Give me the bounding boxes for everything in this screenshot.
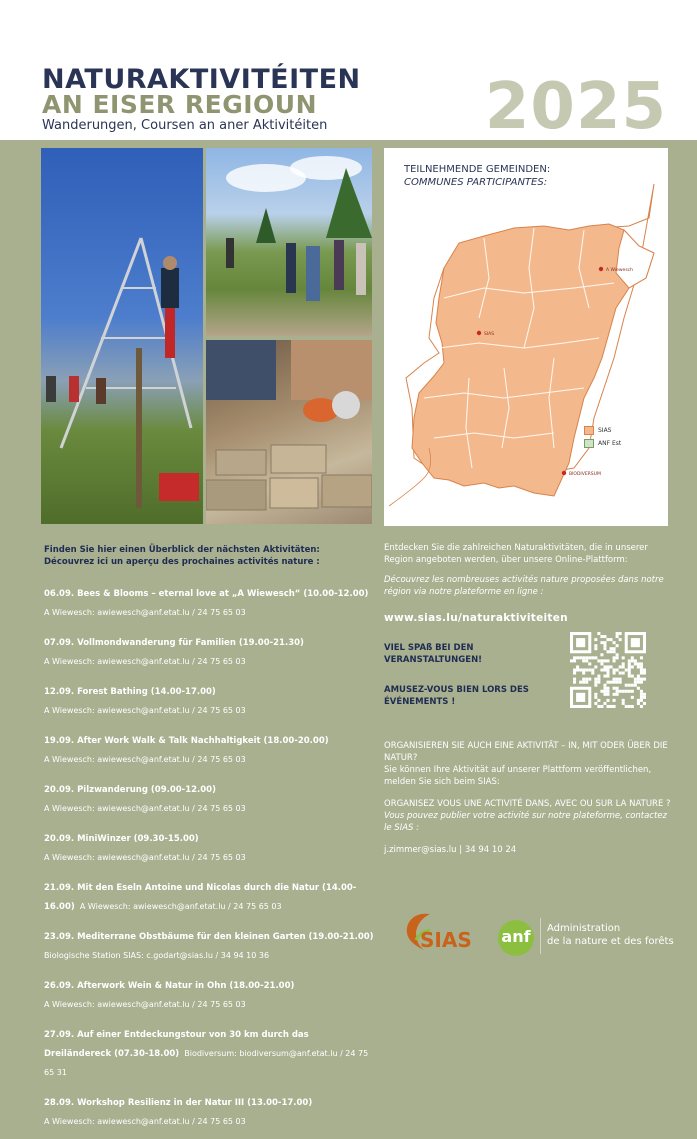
event-title: 12.09. Forest Bathing (14.00-17.00) xyxy=(44,687,216,697)
map-legend xyxy=(584,426,621,452)
event-title: 26.09. Afterwork Wein & Natur in Ohn (18.00-21.00) xyxy=(44,981,295,991)
region-map xyxy=(384,148,668,526)
legend-item-sias: SIAS xyxy=(584,426,621,435)
event-contact: A Wiewesch: awiewesch@anf.etat.lu / 24 75 65 03 xyxy=(44,657,246,666)
event-title: 23.09. Mediterrane Obstbäume für den kleinen Garten (19.00-21.00) xyxy=(44,932,374,942)
map-label-sias: SIAS xyxy=(484,332,495,337)
year: 2025 xyxy=(484,70,667,144)
event-contact: Biodiversum: biodiversum@anf.etat.lu / 24 75 65 31 xyxy=(44,1049,369,1077)
event-title: 19.09. After Work Walk & Talk Nachhaltigkeit (18.00-20.00) xyxy=(44,736,329,746)
event-contact: A Wiewesch: awiewesch@anf.etat.lu / 24 75 65 03 xyxy=(44,804,246,813)
org-fr-text: Vous pouvez publier votre activité sur notre plateforme, contactez le SIAS : xyxy=(384,811,667,833)
intro-de-text: Entdecken Sie die zahlreichen Naturaktivitäten, die in unserer Region angeboten werden, über unsere Online-Plattform: xyxy=(384,543,648,565)
event-list xyxy=(44,581,374,1128)
event-item xyxy=(44,679,374,717)
event-contact: A Wiewesch: awiewesch@anf.etat.lu / 24 75 65 03 xyxy=(44,1000,246,1009)
photo-stone-wall xyxy=(206,340,372,524)
event-item xyxy=(44,728,374,766)
anf-name: Administration de la nature et des forêts xyxy=(547,923,674,947)
event-title: 27.09. Auf einer Entdeckungstour von 30 km durch das Dreiländereck (07.30-18.00) xyxy=(44,1030,309,1059)
header xyxy=(0,0,697,144)
qr-code[interactable] xyxy=(570,632,646,708)
event-item xyxy=(44,826,374,864)
fun-fr: AMUSEZ-VOUS BIEN LORS DES ÉVÉNEMENTS ! xyxy=(384,685,529,707)
event-contact: A Wiewesch: awiewesch@anf.etat.lu / 24 75 65 03 xyxy=(44,1117,246,1126)
org-de-text: Sie können Ihre Aktivität auf unserer Plattform veröffentlichen, melden Sie sich beim SIAS: xyxy=(384,765,652,787)
intro-fr-text: Découvrez les nombreuses activités nature proposées dans notre région via notre plateforme en ligne : xyxy=(384,575,664,597)
event-item xyxy=(44,875,374,913)
event-item xyxy=(44,1090,374,1128)
subtitle: Wanderungen, Coursen an aner Aktivitéiten xyxy=(42,118,328,133)
event-title: 28.09. Workshop Resilienz in der Natur III (13.00-17.00) xyxy=(44,1098,313,1108)
legend-item-anf: ANF Est xyxy=(584,439,621,448)
anf-logo: anf xyxy=(498,920,534,956)
photo-tree-pruning xyxy=(41,148,203,524)
map-label-biodiversum: BIODIVERSUM xyxy=(569,472,601,477)
event-item xyxy=(44,1022,374,1079)
map-title-de: TEILNEHMENDE GEMEINDEN: xyxy=(404,164,551,175)
events-column xyxy=(44,544,374,1139)
event-title: 20.09. MiniWinzer (09.30-15.00) xyxy=(44,834,199,844)
event-contact: A Wiewesch: awiewesch@anf.etat.lu / 24 75 65 03 xyxy=(44,706,246,715)
title-line2: AN EISER REGIOUN xyxy=(42,90,318,119)
event-title: 20.09. Pilzwanderung (09.00-12.00) xyxy=(44,785,216,795)
sias-logo: SIAS xyxy=(420,928,472,952)
title-line1: NATURAKTIVITÉITEN xyxy=(42,64,361,95)
organize-section xyxy=(384,740,674,856)
event-item xyxy=(44,630,374,668)
event-item xyxy=(44,581,374,619)
event-item xyxy=(44,924,374,962)
fun-de: VIEL SPAß BEI DEN VERANSTALTUNGEN! xyxy=(384,643,483,665)
org-de-title: ORGANISIEREN SIE AUCH EINE AKTIVITÄT – IN, MIT ODER ÜBER DIE NATUR? xyxy=(384,741,668,763)
event-contact: A Wiewesch: awiewesch@anf.etat.lu / 24 75 65 03 xyxy=(44,608,246,617)
event-title: 21.09. Mit den Eseln Antoine und Nicolas durch die Natur (14.00-16.00) xyxy=(44,883,357,912)
map-panel xyxy=(384,148,668,526)
event-contact: Biologische Station SIAS: c.godart@sias.lu / 34 94 10 36 xyxy=(44,951,270,960)
event-title: 06.09. Bees & Blooms – eternal love at „A Wiewesch“ (10.00-12.00) xyxy=(44,589,369,599)
event-contact: A Wiewesch: awiewesch@anf.etat.lu / 24 75 65 03 xyxy=(44,755,246,764)
photo-hikers xyxy=(206,148,372,336)
contact-email[interactable]: j.zimmer@sias.lu | 34 94 10 24 xyxy=(384,845,517,855)
map-label-a-wiewesch: A Wiewesch xyxy=(606,268,633,273)
map-title-fr: COMMUNES PARTICIPANTES: xyxy=(404,177,548,188)
event-item xyxy=(44,973,374,1011)
logo-divider xyxy=(540,918,541,954)
event-contact: A Wiewesch: awiewesch@anf.etat.lu / 24 75 65 03 xyxy=(44,853,246,862)
website-link[interactable]: www.sias.lu/naturaktiviteiten xyxy=(384,612,568,624)
event-item xyxy=(44,777,374,815)
org-fr-title: ORGANISEZ VOUS UNE ACTIVITÉ DANS, AVEC OU SUR LA NATURE ? xyxy=(384,799,671,809)
event-contact: A Wiewesch: awiewesch@anf.etat.lu / 24 75 65 03 xyxy=(79,902,282,911)
events-intro: Finden Sie hier einen Überblick der nächsten Aktivitäten: Découvrez ici un aperçu des prochaines activités nature : xyxy=(44,545,320,567)
event-title: 07.09. Vollmondwanderung für Familien (19.00-21.30) xyxy=(44,638,304,648)
